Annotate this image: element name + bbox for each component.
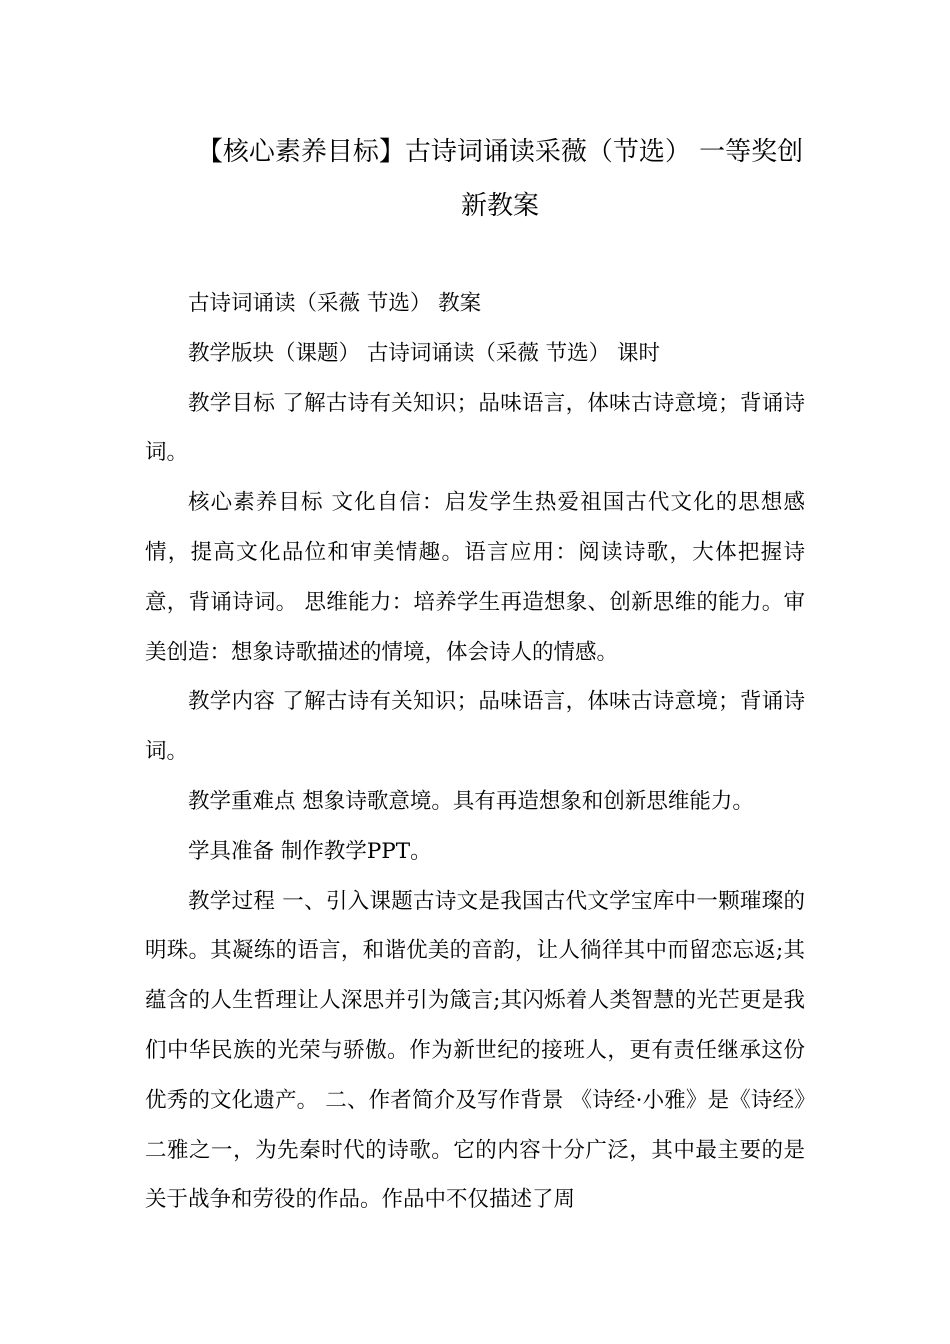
paragraph-teaching-content: 教学内容 了解古诗有关知识；品味语言，体味古诗意境；背诵诗词。 — [145, 689, 805, 765]
document-title-line-1: 【核心素养目标】古诗词诵读采薇（节选） 一等奖创 — [196, 137, 804, 167]
paragraph-lesson-title: 古诗词诵读（采薇 节选） 教案 — [188, 291, 482, 316]
paragraph-key-difficulties: 教学重难点 想象诗歌意境。具有再造想象和创新思维能力。 — [188, 788, 754, 814]
document-body — [145, 279, 805, 1225]
paragraph-teaching-process: 教学过程 一、引入课题古诗文是我国古代文学宝库中一颗璀璨的明珠。其凝练的语言，和谐优美的音韵，让人徜徉其中而留恋忘返;其蕴含的人生哲理让人深思并引为箴言;其闪烁着人类智慧的光芒更是我们中华民族的光荣与骄傲。作为新世纪的接班人，更有责任继承这份优秀的文化遗产。 二、作者简介及写作背景 《诗经·小雅》是《诗经》二雅之一，为先秦时代的诗歌。它的内容十分广泛，其中最主要的是关于战争和劳役的作品。作品中不仅描述了周 — [145, 888, 805, 1213]
paragraph-lesson-section: 教学版块（课题） 古诗词诵读（采薇 节选） 课时 — [188, 340, 661, 366]
document-title-line-2: 新教案 — [460, 191, 539, 221]
paragraph-core-literacy-goals: 核心素养目标 文化自信：启发学生热爱祖国古代文化的思想感情，提高文化品位和审美情趣。语言应用：阅读诗歌，大体把握诗意，背诵诗词。 思维能力：培养学生再造想象、创新思维的能力。审美创造：想象诗歌描述的情境，体会诗人的情感。 — [145, 490, 805, 665]
paragraph-teaching-goals: 教学目标 了解古诗有关知识；品味语言，体味古诗意境；背诵诗词。 — [145, 390, 805, 466]
paragraph-materials: 学具准备 制作教学PPT。 — [188, 838, 432, 864]
